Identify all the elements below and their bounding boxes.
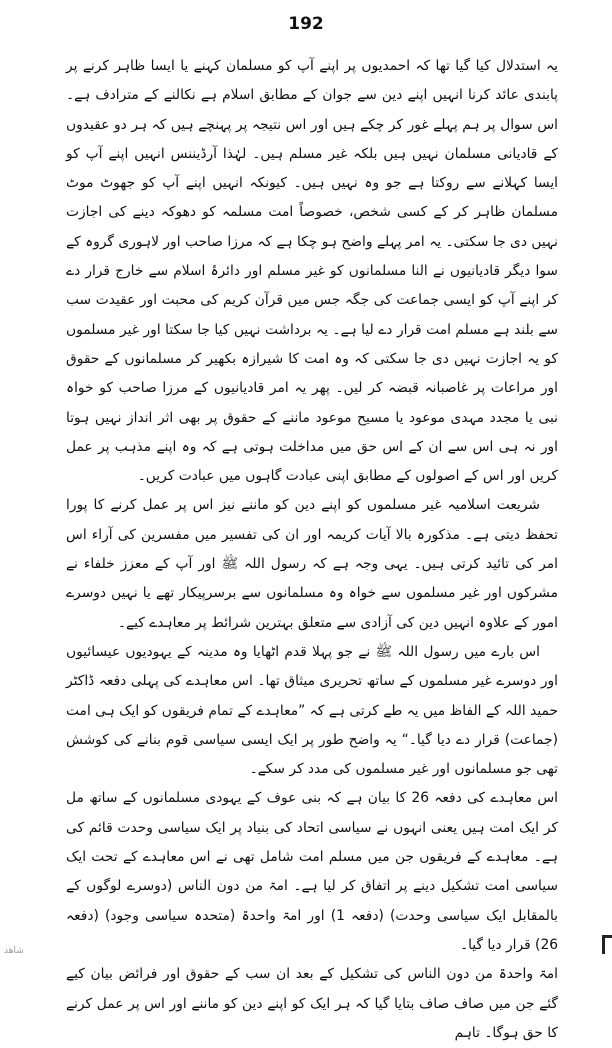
corner-stamp: ﺷﺎﻫﺪ xyxy=(4,946,24,956)
paragraph-3: اس بارے میں رسول اللہ ﷺ نے جو پہلا قدم اٹھایا وہ مدینہ کے یہودیوں عیسائیوں اور دوسرے غیر مسلموں کے ساتھ تحریری میثاق تھا۔ اس معاہدے کی پہلی دفعہ ڈاکٹر حمید اللہ کے الفاظ میں یہ طے کرتی ہے کہ ”معاہدے کے تمام فریقوں کو ایک ہی امت (جماعت) قرار دے دیا گیا۔“ یہ واضح طور پر ایک ایسی سیاسی قوم بنانے کی کوشش تھی جو مسلمانوں اور غیر مسلموں کی مدد کر سکے۔ xyxy=(66,643,558,778)
paragraph-5: امۃ واحدۃ من دون الناس کی تشکیل کے بعد ان سب کے حقوق اور فرائض بیان کیے گئے جن میں صاف صاف بتایا گیا کہ ہر ایک کو اپنے دین کو ماننے اور اس پر عمل کرنے کا حق ہوگا۔ تاہم xyxy=(66,966,558,1041)
paragraph-1: یہ استدلال کیا گیا تھا کہ احمدیوں پر اپنے آپ کو مسلمان کہنے یا ایسا ظاہر کرنے پر پابندی عائد کرنا انہیں اپنے دین سے جوان کے مطابق اسلام ہے نکالنے کے مترادف ہے۔ اس سوال پر ہم پہلے غور کر چکے ہیں اور اس نتیجہ پر پہنچے ہیں کہ ہر دو عقیدوں کے قادیانی مسلمان نہیں ہیں بلکہ غیر مسلم ہیں۔ لہٰذا آرڈیننس انہیں اپنے آپ کو ایسا کہلانے سے روکتا ہے جو وہ نہیں ہیں۔ کیونکہ انہیں اپنے آپ کو جھوٹ موٹ مسلمان ظاہر کر کے کسی شخص، خصوصاً امت مسلمہ کو دھوکہ دینے کی اجازت نہیں دی جا سکتی۔ یہ امر پہلے واضح ہو چکا ہے کہ مرزا صاحب اور لاہوری گروہ کے سوا دیگر قادیانیوں نے النا مسلمانوں کو غیر مسلم اور دائرۂ اسلام سے خارج قرار دے کر اپنے آپ کو ایسی جماعت کی جگہ جس میں قرآن کریم کی محبت اور عقیدت سب سے بلند ہے مسلم امت قرار دے لیا ہے۔ یہ برداشت نہیں کیا جا سکتا اور غیر مسلموں کو یہ اجازت نہیں دی جا سکتی کہ وہ امت کا شیرازہ بکھیر کر مسلمانوں کے حقوق اور مراعات پر غاصبانہ قبضہ کر لیں۔ پھر یہ امر قادیانیوں کے مرزا صاحب کو خواہ نبی یا مجدد مہدی موعود یا مسیح موعود ماننے کے حقوق پر بھی اثر انداز نہیں ہوتا اور نہ ہی اس سے ان کے اس حق میں مداخلت ہوتی ہے کہ وہ اپنے مذہب پر عمل کریں اور اس کے اصولوں کے مطابق اپنی عبادت گاہوں میں عبادت کریں۔ xyxy=(66,58,558,485)
paragraph-2: شریعت اسلامیہ غیر مسلموں کو اپنے دین کو ماننے نیز اس پر عمل کرنے کا پورا تحفظ دیتی ہے۔ مذکورہ بالا آیات کریمہ اور ان کی تفسیر میں مفسرین کی آراء اس امر کی تائید کرتی ہیں۔ یہی وجہ ہے کہ رسول اللہ ﷺ اور آپ کے معزز خلفاء نے مشرکوں اور غیر مسلموں سے خواہ وہ مسلمانوں سے برسرپیکار تھے یا نہیں دوسرے امور کے علاوہ انہیں دین کی آزادی سے متعلق بہترین شرائط پر معاہدے کیے۔ xyxy=(66,497,558,631)
corner-bracket-mark xyxy=(602,935,612,954)
paragraph-4: اس معاہدے کی دفعہ 26 کا بیان ہے کہ بنی عوف کے یہودی مسلمانوں کے ساتھ مل کر ایک امت ہیں یعنی انہوں نے سیاسی اتحاد کی بنیاد پر ایک سیاسی وحدت قائم کی ہے۔ معاہدے کے فریقوں جن میں مسلم امت شامل تھی نے اس معاہدے کے تحت ایک سیاسی امت تشکیل دینے پر اتفاق کر لیا ہے۔ امۃ من دون الناس (دوسرے لوگوں کے بالمقابل ایک سیاسی وحدت) (دفعہ 1) اور امۃ واحدۃ (متحدہ سیاسی وجود) (دفعہ 26) قرار دیا گیا۔ xyxy=(66,790,558,953)
page-number: 192 xyxy=(288,14,324,34)
page-body xyxy=(66,52,558,1048)
